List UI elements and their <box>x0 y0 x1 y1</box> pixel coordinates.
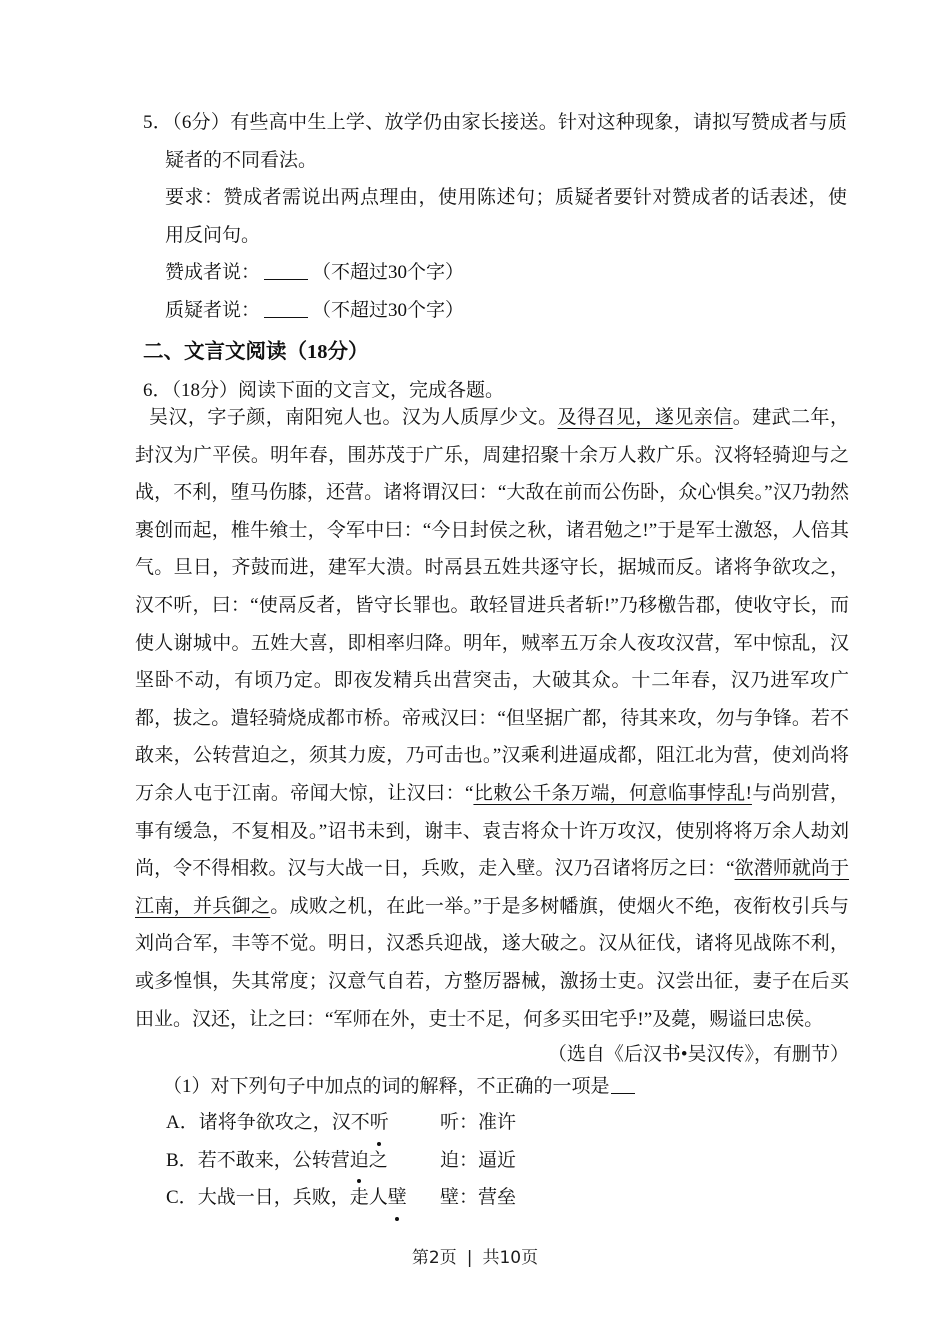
option-label: A． <box>166 1112 199 1133</box>
option-text-post: 之 <box>368 1149 388 1171</box>
option-gloss: 听：准许 <box>440 1112 517 1133</box>
footer-page-number: 第2页 <box>411 1248 457 1268</box>
option-row <box>166 1142 846 1180</box>
option-list <box>166 1104 846 1217</box>
question-5 <box>143 104 847 330</box>
approver-note: （不超过30个字） <box>312 262 465 284</box>
doubter-answer-blank <box>264 296 308 318</box>
approver-label: 赞成者说： <box>165 262 261 284</box>
sub-question-1-prompt: 对下列句子中加点的词的解释，不正确的一项是 <box>210 1076 610 1097</box>
sub-question-1-label: （1） <box>163 1076 211 1097</box>
option-dotted-char: 听 <box>370 1104 389 1142</box>
passage-underlined-segment: 比敕公千条万端，何意临事悖乱! <box>473 782 752 804</box>
sub-question-1-answer-blank <box>611 1072 635 1094</box>
question-6-score: （18分） <box>171 380 239 401</box>
doubter-answer-line <box>165 292 847 330</box>
option-gloss: 迫：逼近 <box>440 1149 517 1171</box>
question-5-intro: 有些高中生上学、放学仍由家长接送。针对这种现象，请拟写赞成者与质疑者的不同看法。 <box>165 112 847 171</box>
passage-underlined-segment: 及得召见，遂见亲信 <box>557 407 733 428</box>
sub-question-1-prompt-line <box>163 1068 853 1106</box>
option-sentence <box>166 1150 388 1171</box>
question-6-instruction: 阅读下面的文言文，完成各题。 <box>238 380 505 401</box>
doubter-note: （不超过30个字） <box>312 299 465 321</box>
passage-segment: 。成败之机，在此一举。”于是多树幡旗，使烟火不绝，夜衔枚引兵与刘尚合军，丰等不觉。明日，汉悉兵迎战，遂大破之。汉从征伐，诸将见战陈不利，或多惶惧，失其常度；汉意气自若，方整厉器械，激扬士吏。汉尝出征，妻子在后买田业。汉还，让之曰：“军师在外，吏士不足，何多买田宅乎!”及薨，赐谥曰忠侯。 <box>135 895 849 1030</box>
option-row <box>166 1104 846 1142</box>
question-5-requirement: 要求：赞成者需说出两点理由，使用陈述句；质疑者要针对赞成者的话表述，使用反问句。 <box>165 187 847 246</box>
option-dotted-char: 迫 <box>350 1142 369 1180</box>
passage-source: （选自《后汉书•吴汉传》，有删节） <box>547 1044 849 1065</box>
passage-underlined-segment: 欲潜师就尚于江南，并兵御之 <box>135 858 849 917</box>
approver-answer-line <box>165 254 847 292</box>
option-text-pre: 诸将争欲攻之，汉不 <box>198 1112 370 1133</box>
question-5-score: （6分） <box>172 112 231 133</box>
approver-answer-blank <box>264 258 308 280</box>
classical-passage <box>135 399 849 1038</box>
section-2-title: 二、文言文阅读（18分） <box>143 341 369 363</box>
passage-segment: 。建武二年，封汉为广平侯。明年春，围苏茂于广乐，周建招聚十余万人救广乐。汉将轻骑迎与之战，不利，堕马伤膝，还营。诸将谓汉曰：“大敌在前而公伤卧，众心惧矣。”汉乃勃然裹创而起，椎牛飨士，令军中曰：“今日封侯之秋，诸君勉之!”于是军士激怒，人倍其气。旦日，齐鼓而进，建军大溃。时鬲县五姓共逐守长，据城而反。诸将争欲攻之，汉不听，曰：“使鬲反者，皆守长罪也。敢轻冒进兵者斩!”乃移檄告郡，使收守长，而使人谢城中。五姓大喜，即相率归降。明年，贼率五万余人夜攻汉营，军中惊乱，汉坚卧不动，有顷乃定。即夜发精兵出营突击，大破其众。十二年春，汉乃进军攻广都，拔之。遣轻骑烧成都市桥。帝戒汉曰：“但坚据广都，待其来攻，勿与争锋。若不敢来，公转营迫之，须其力废，乃可击也。”汉乘利进逼成都，阻江北为营，使刘尚将万余人屯于江南。帝闻大惊，让汉曰：“ <box>135 407 849 804</box>
doubter-label: 质疑者说： <box>165 299 261 321</box>
option-label: C． <box>166 1187 198 1209</box>
option-text-pre: 若不敢来，公转营 <box>197 1149 350 1171</box>
option-label: B． <box>166 1149 198 1171</box>
option-row <box>166 1179 846 1217</box>
option-gloss: 壁：营垒 <box>440 1187 517 1209</box>
option-text-pre: 大战一日，兵败，走人 <box>197 1187 388 1209</box>
question-5-intro-line <box>143 104 847 179</box>
question-6-number: 6． <box>143 380 172 401</box>
footer-total-pages: 共10页 <box>482 1248 539 1268</box>
question-5-number: 5． <box>143 112 173 133</box>
option-sentence <box>166 1187 407 1208</box>
passage-segment: 吴汉，字子颜，南阳宛人也。汉为人质厚少文。 <box>149 407 558 428</box>
passage-segment: 与尚别营，事有缓急，不复相及。”诏书未到，谢丰、袁吉将众十许万攻汉，使别将将万余人劫刘尚，令不得相救。汉与大战一日，兵败，走入壁。汉乃召诸将厉之曰：“ <box>135 782 849 880</box>
option-dotted-char: 壁 <box>388 1179 407 1217</box>
footer-separator: | <box>466 1248 473 1268</box>
option-sentence <box>166 1112 389 1133</box>
page-footer <box>0 1246 950 1270</box>
